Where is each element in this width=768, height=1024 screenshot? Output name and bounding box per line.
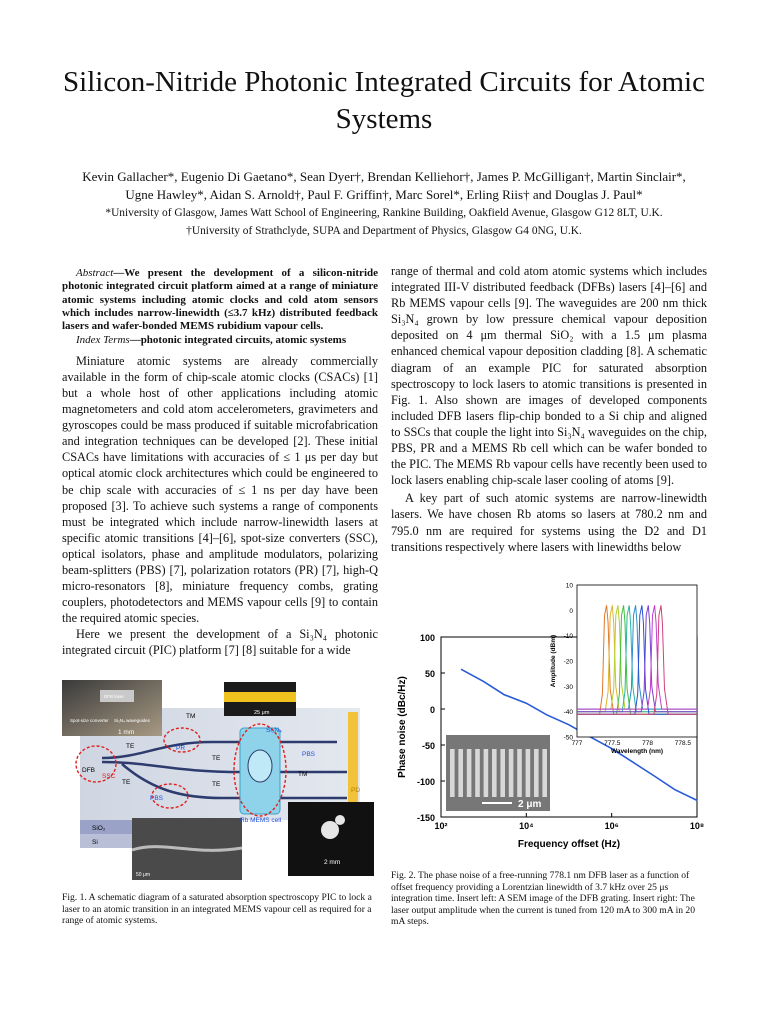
- paragraph-lasers: A key part of such atomic systems are narrow-linewidth lasers. We have chosen Rb atoms so lasers at 780.2 nm and 795.0 nm are required for systems using the D2 and D1 transitions respectively where lasers with linewidths below: [391, 491, 707, 554]
- y-axis-label: Phase noise (dBc/Hz): [397, 676, 408, 778]
- authors-line-1: Kevin Gallacher*, Eugenio Di Gaetano*, Sean Dyer†, Brendan Kelliehor†, James P. McGilligan†, Martin Sinclair*,: [82, 169, 686, 184]
- grating-ridge: [450, 749, 455, 797]
- label-te-1: TE: [126, 743, 135, 750]
- y-tick-label: -100: [416, 777, 435, 787]
- grating-stripe: [224, 692, 296, 702]
- phase-noise-point: [483, 681, 484, 682]
- mems-cell-window: [321, 821, 339, 839]
- inset-y-tick-label: 0: [569, 607, 573, 615]
- right-column: [391, 263, 707, 555]
- abstract-text: —We present the development of a silicon-nitride photonic integrated circuit platform aimed at a range of miniature atomic systems including atomic clocks and cold atom sensors which includes narrow-linewidth (≤3.7 kHz) distributed feedback lasers and wafer-bonded MEMS rubidium vapour cells.: [62, 267, 378, 333]
- sem-inset: [446, 735, 550, 811]
- label-dfb: DFB: [82, 767, 95, 774]
- abstract-label: Abstract: [76, 267, 114, 279]
- photo-label-ssc: Spot-size converter: [70, 718, 109, 723]
- phase-noise-point: [526, 703, 527, 704]
- grating-ridge: [526, 749, 531, 797]
- label-te-2: TE: [212, 755, 221, 762]
- inset-x-tick-label: 777.5: [604, 740, 621, 747]
- label-pbs-2: PBS: [150, 795, 164, 802]
- phase-noise-point: [631, 761, 632, 762]
- label-scale-2mm: 2 mm: [324, 859, 341, 866]
- grating-ridge: [517, 749, 522, 797]
- grating-ridge: [484, 749, 489, 797]
- inset-y-tick-label: -40: [563, 709, 573, 717]
- label-pd: PD: [351, 787, 361, 794]
- author-block: [40, 168, 728, 240]
- left-column: [62, 267, 378, 659]
- grating-ridge: [534, 749, 539, 797]
- grating-ridge: [500, 749, 505, 797]
- pic-schematic: [62, 680, 378, 880]
- label-scale-1mm: 1 mm: [118, 729, 135, 736]
- label-pr: PR: [176, 745, 186, 752]
- x-tick-label: 10⁶: [604, 821, 619, 831]
- figure-2: [391, 575, 711, 855]
- label-ssc: SSC: [102, 773, 116, 780]
- inset-y-tick-label: -50: [563, 734, 573, 742]
- x-axis-label: Frequency offset (Hz): [517, 839, 621, 850]
- grating-ridge: [542, 749, 547, 797]
- y-tick-label: 0: [429, 705, 435, 715]
- label-sio2: SiO₂: [92, 825, 106, 832]
- label-si3n4: Si₃N₄: [266, 727, 282, 734]
- grating-ridge: [492, 749, 497, 797]
- inset-x-tick-label: 777: [571, 740, 583, 747]
- y-tick-label: 100: [419, 633, 435, 643]
- paragraph-intro: Miniature atomic systems are already commercially available in the form of chip-scale atomic clocks (CSACs) [1] but a whole host of other applications including atomic magnetometers and cold atom accelerometers, gravimeters and gyroscopes could be mass produced if suitable microfabrication and integration techniques can be developed [2]. These initial CSACs have limitations with accuracies of ≤ 1 μs per day but optical atomic clock architectures which could be engineered to be chip scale with accuracies of ≤ 1 ns per day have been proposed [3]. To achieve such systems a range of components must be integrated which include narrow-linewidth lasers at specific atomic transitions [4]–[6], spot-size converters (SSC), optical isolators, phase and amplitude modulators, polarizing beam-splitters (PBS) [7], polarization rotators (PR) [7], high-Q micro-resonators [8], miniature frequency combs, grating couplers, photodetectors and MEMS vapour cells [9] to contain the required atomic species.: [62, 353, 378, 626]
- affiliation-1: *University of Glasgow, James Watt School of Engineering, Rankine Building, Oakfield Avenue, Glasgow G12 8LT, U.K.: [105, 207, 663, 219]
- label-tm-top: TM: [186, 713, 196, 720]
- inset-y-axis-label: Amplitude (dBm): [550, 634, 557, 688]
- inset-y-tick-label: -10: [563, 633, 573, 641]
- label-tm-right: TM: [298, 771, 308, 778]
- index-terms-text: —photonic integrated circuits, atomic systems: [129, 334, 347, 347]
- figure-1-caption: Fig. 1. A schematic diagram of a saturated absorption spectroscopy PIC to lock a laser to an atomic transition in an integrated MEMS vapour cell as required for a range of atomic systems.: [62, 892, 372, 927]
- y-tick-label: 50: [424, 669, 435, 679]
- inset-x-tick-label: 778.5: [674, 740, 692, 747]
- inset-x-axis-label: Wavelength (nm): [610, 748, 664, 755]
- phase-noise-chart: [391, 575, 711, 855]
- dfb-photo: [62, 680, 162, 736]
- phase-noise-point: [503, 694, 504, 695]
- phase-noise-point: [674, 789, 675, 790]
- paper-title: Silicon-Nitride Photonic Integrated Circuits for Atomic Systems: [63, 66, 705, 135]
- photo-label-dfb: DFB laser: [104, 694, 125, 699]
- abstract: [62, 267, 378, 333]
- figure-2-caption: Fig. 2. The phase noise of a free-running 778.1 nm DFB laser as a function of offset frequency providing a Lorentzian linewidth of 3.7 kHz over 25 μs integration time. Insert left: A SEM image of the DFB grating. Insert right: The laser output amplitude when the current is tuned from 120 mA to 300 mA in 20 mA steps.: [391, 870, 696, 928]
- phase-noise-point: [568, 724, 569, 725]
- label-scale-25um: 25 μm: [254, 710, 270, 716]
- label-te-3: TE: [122, 779, 131, 786]
- grating-ridge: [509, 749, 514, 797]
- affiliation-2: †University of Strathclyde, SUPA and Department of Physics, Glasgow G4 0NG, U.K.: [186, 225, 582, 237]
- phase-noise-point: [461, 669, 462, 670]
- grating-ridge: [475, 749, 480, 797]
- paragraph-present: Here we present the development of a Si₃N₄ photonic integrated circuit (PIC) platform [7] [8] suitable for a wide: [62, 627, 378, 658]
- index-terms-label: Index Terms: [76, 334, 130, 347]
- label-pbs-1: PBS: [302, 751, 316, 758]
- grating-ridge: [458, 749, 463, 797]
- inset-y-tick-label: -20: [563, 658, 573, 666]
- phase-noise-point: [546, 714, 547, 715]
- phase-noise-point: [696, 800, 697, 801]
- rb-cell-cavity: [248, 750, 272, 782]
- x-tick-label: 10⁸: [689, 821, 705, 831]
- label-scale-50um: 50 μm: [136, 872, 150, 878]
- sem-scale-label: 2 μm: [518, 799, 542, 810]
- grating-ridge: [467, 749, 472, 797]
- figure-1: [62, 680, 378, 880]
- x-tick-label: 10⁴: [519, 821, 534, 831]
- photo-label-wg: Si₃N₄ waveguides: [114, 718, 150, 723]
- inset-x-tick-label: 778: [642, 740, 654, 747]
- index-terms: [62, 334, 378, 347]
- paragraph-platform: range of thermal and cold atom atomic systems which includes integrated III-V distributed feedback (DFBs) lasers [4]–[6] and Rb MEMS vapour cells [9]. The waveguides are 200 nm thick Si₃N₄ grown by low pressure chemical vapour deposition deposited on 4 μm thermal SiO₂ with a 1.5 μm plasma enhanced chemical vapour deposition cladding [8]. A schematic diagram of an example PIC for saturated absorption spectroscopy to lock lasers to atomic transitions is presented in Fig. 1. Also shown are images of developed components included DFB lasers flip-chip bonded to a Si chip and aligned to SSCs that couple the light into Si₃N₄ waveguides on the chip, PBS, PR and a MEMS Rb cell which can be wafer bonded to the PIC. The MEMS Rb vapour cells have recently been used to lock lasers enabling chip-scale laser cooling of atoms [9].: [391, 264, 707, 488]
- y-tick-label: -150: [416, 813, 435, 823]
- x-tick-label: 10²: [434, 821, 448, 831]
- y-tick-label: -50: [421, 741, 435, 751]
- mems-cell-window-small: [335, 815, 345, 825]
- inset-y-tick-label: -30: [563, 683, 573, 691]
- label-rb-cell: Rb MEMS cell: [240, 817, 282, 824]
- authors-line-2: Ugne Hawley*, Aidan S. Arnold†, Paul F. Griffin†, Marc Sorel*, Erling Riis† and Douglas J. Paul*: [125, 187, 643, 202]
- inset-y-tick-label: 10: [565, 582, 573, 590]
- label-si: Si: [92, 839, 98, 846]
- phase-noise-point: [654, 775, 655, 776]
- label-te-4: TE: [212, 781, 221, 788]
